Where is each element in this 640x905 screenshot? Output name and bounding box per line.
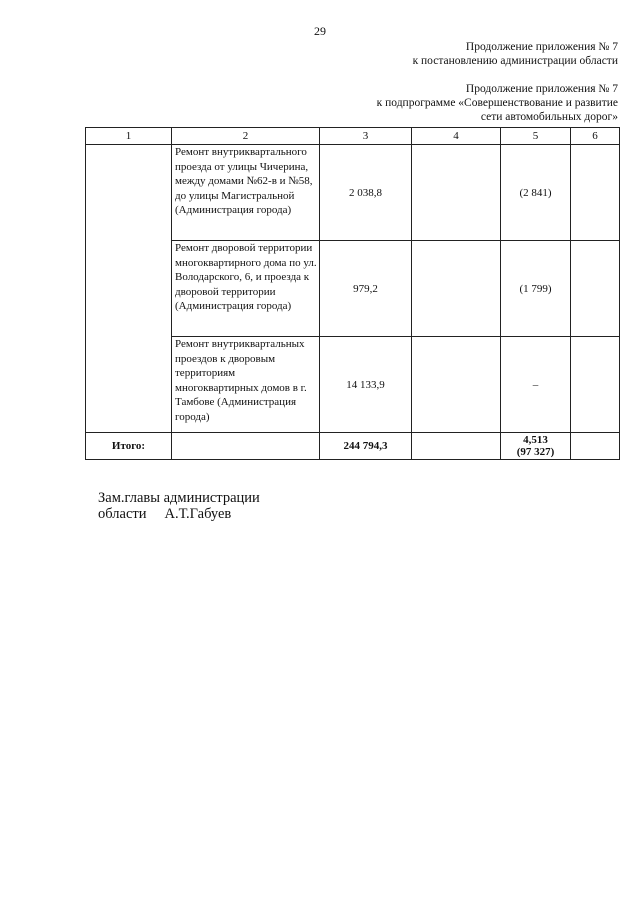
- row-description: Ремонт дворовой территории многоквартирного дома по ул. Володарского, 6, и проезда к дворовой территории (Администрация города): [172, 241, 320, 337]
- total-value-col3: 244 794,3: [320, 433, 412, 460]
- row-value-col5: (2 841): [501, 145, 571, 241]
- signature-title: Зам.главы администрации: [98, 490, 260, 506]
- column-header: 4: [412, 128, 501, 145]
- row-value-col4: [412, 337, 501, 433]
- total-value-col5: [501, 433, 571, 460]
- row-value-col6: [571, 337, 620, 433]
- column-header: 1: [86, 128, 172, 145]
- signatory-name: А.Т.Габуев: [164, 506, 232, 522]
- data-table: [85, 127, 620, 460]
- table-cell: [571, 433, 620, 460]
- column-header: 2: [172, 128, 320, 145]
- column-header: 3: [320, 128, 412, 145]
- table-row: [86, 145, 620, 241]
- total-row: [86, 433, 620, 460]
- table-cell: [172, 433, 320, 460]
- signature-line2: [98, 506, 260, 522]
- row-value-col4: [412, 241, 501, 337]
- column-header: 5: [501, 128, 571, 145]
- subprogram-header-line1: Продолжение приложения № 7: [465, 83, 618, 95]
- row-description: Ремонт внутриквартальных проездов к дворовым территориям многоквартирных домов в г. Тамбове (Администрация города): [172, 337, 320, 433]
- page-number: 29: [314, 24, 326, 38]
- total-label: Итого:: [86, 433, 172, 460]
- total-value-col5-line2: (97 327): [516, 446, 555, 458]
- appendix-header-line2: к постановлению администрации области: [412, 55, 618, 67]
- row-value-col6: [571, 145, 620, 241]
- appendix-header: [413, 40, 618, 68]
- table-cell: [86, 145, 172, 433]
- row-value-col3: 14 133,9: [320, 337, 412, 433]
- subprogram-header: [377, 82, 618, 124]
- row-value-col3: 2 038,8: [320, 145, 412, 241]
- appendix-header-line1: Продолжение приложения № 7: [465, 41, 618, 53]
- row-value-col5: –: [501, 337, 571, 433]
- signature-block: [98, 490, 260, 522]
- subprogram-header-line2: к подпрограмме «Совершенствование и развитие: [376, 97, 618, 109]
- total-value-col5-line1: 4,513: [523, 434, 548, 446]
- row-value-col6: [571, 241, 620, 337]
- row-value-col3: 979,2: [320, 241, 412, 337]
- row-description: Ремонт внутриквартального проезда от улицы Чичерина, между домами №62-в и №58, до улицы Магистральной (Администрация города): [172, 145, 320, 241]
- row-value-col5: (1 799): [501, 241, 571, 337]
- subprogram-header-line3: сети автомобильных дорог»: [480, 111, 618, 123]
- table-cell: [412, 433, 501, 460]
- table-header-row: [86, 128, 620, 145]
- row-value-col4: [412, 145, 501, 241]
- signature-region: области: [98, 506, 147, 522]
- column-header: 6: [571, 128, 620, 145]
